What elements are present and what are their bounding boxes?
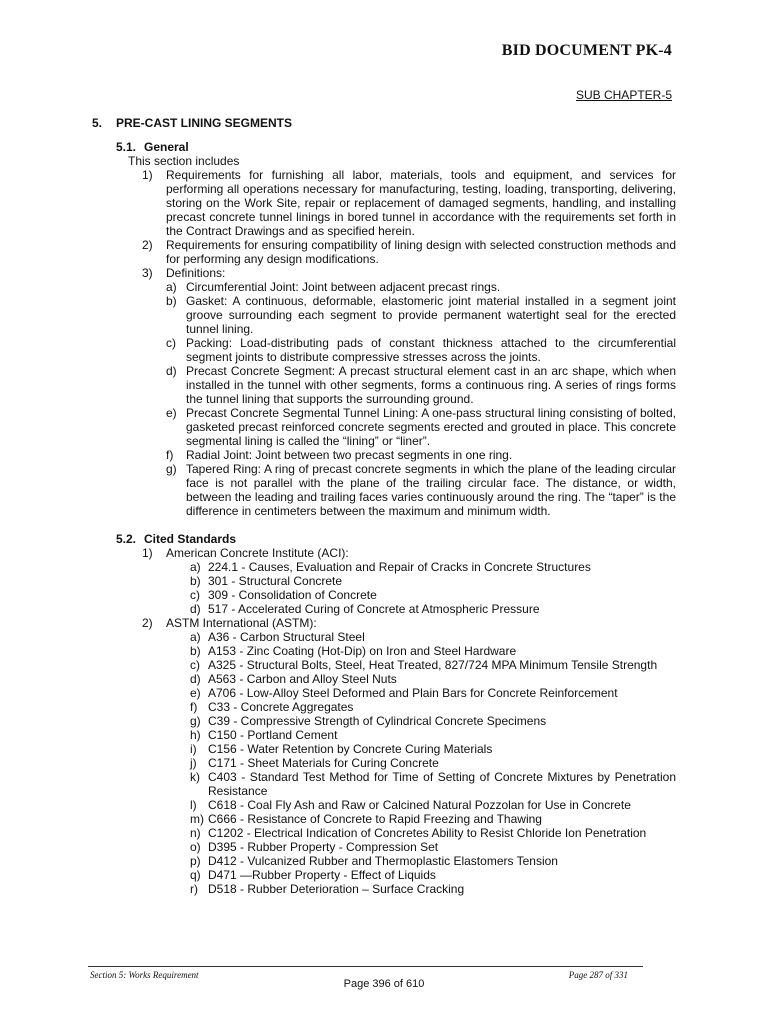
section-heading xyxy=(92,116,676,130)
list-marker: d) xyxy=(190,672,201,686)
definition-text: Packing: Load-distributing pads of constant thickness attached to the circumferential segment joints to distribute compressive stresses across the joints. xyxy=(186,336,676,364)
list-marker: d) xyxy=(190,602,201,616)
standard-text: 301 - Structural Concrete xyxy=(208,574,343,588)
standard-text: A706 - Low-Alloy Steel Deformed and Plain Bars for Concrete Reinforcement xyxy=(208,686,618,700)
standard-item xyxy=(190,812,676,826)
definition-item xyxy=(166,406,676,448)
standard-text: C1202 - Electrical Indication of Concretes Ability to Resist Chloride Ion Penetration xyxy=(208,826,647,840)
standard-text: D518 - Rubber Deterioration – Surface Cracking xyxy=(208,882,465,896)
standard-item xyxy=(190,644,676,658)
list-marker: k) xyxy=(190,770,200,784)
standard-text: A36 - Carbon Structural Steel xyxy=(208,630,365,644)
standard-item xyxy=(190,700,676,714)
standards-group xyxy=(142,616,676,896)
list-marker: e) xyxy=(166,406,177,420)
list-marker: j) xyxy=(190,756,197,770)
standard-text: C403 - Standard Test Method for Time of Setting of Concrete Mixtures by Penetration Resistance xyxy=(208,770,676,798)
standard-item xyxy=(190,602,676,616)
list-marker: r) xyxy=(190,882,198,896)
standard-text: 517 - Accelerated Curing of Concrete at Atmospheric Pressure xyxy=(208,602,540,616)
standard-item xyxy=(190,630,676,644)
standard-item xyxy=(190,742,676,756)
standard-item xyxy=(190,588,676,602)
list-marker: c) xyxy=(190,588,200,602)
standard-text: D471 —Rubber Property - Effect of Liquids xyxy=(208,868,436,882)
list-marker: a) xyxy=(190,630,201,644)
standard-text: A153 - Zinc Coating (Hot-Dip) on Iron and Steel Hardware xyxy=(208,644,517,658)
standard-item xyxy=(190,658,676,672)
list-item xyxy=(142,238,676,266)
definition-item xyxy=(166,364,676,406)
section-intro: This section includes xyxy=(128,154,240,168)
definitions-list xyxy=(166,280,676,518)
definition-item xyxy=(166,462,676,518)
document-title: BID DOCUMENT PK-4 xyxy=(501,42,672,59)
list-marker: f) xyxy=(166,448,174,462)
standard-item xyxy=(190,714,676,728)
document-body xyxy=(92,116,676,896)
standard-text: C666 - Resistance of Concrete to Rapid Freezing and Thawing xyxy=(208,812,542,826)
standard-item xyxy=(190,770,676,798)
list-marker: f) xyxy=(190,700,198,714)
definition-item xyxy=(166,336,676,364)
footer-page-number: Page 396 of 610 xyxy=(343,978,425,990)
standards-group-title: ASTM International (ASTM): xyxy=(166,616,317,630)
list-marker: b) xyxy=(190,644,201,658)
list-marker: c) xyxy=(166,336,176,350)
definition-item xyxy=(166,280,676,294)
aci-standards-list xyxy=(166,560,676,616)
list-marker: i) xyxy=(190,742,197,756)
standard-text: D395 - Rubber Property - Compression Set xyxy=(208,840,439,854)
standard-text: C39 - Compressive Strength of Cylindrical Concrete Specimens xyxy=(208,714,547,728)
list-item xyxy=(142,266,676,518)
standards-group xyxy=(142,546,676,616)
standard-text: 224.1 - Causes, Evaluation and Repair of Cracks in Concrete Structures xyxy=(208,560,591,574)
footer-section-label: Section 5: Works Requirement xyxy=(90,970,199,980)
list-marker: m) xyxy=(190,812,204,826)
section-title: PRE-CAST LINING SEGMENTS xyxy=(116,116,293,130)
standard-text: A563 - Carbon and Alloy Steel Nuts xyxy=(208,672,397,686)
standard-text: C150 - Portland Cement xyxy=(208,728,338,742)
standard-text: C618 - Coal Fly Ash and Raw or Calcined Natural Pozzolan for Use in Concrete xyxy=(208,798,631,812)
standard-item xyxy=(190,574,676,588)
list-marker: g) xyxy=(166,462,177,476)
list-marker: h) xyxy=(190,728,201,742)
list-marker: c) xyxy=(190,658,200,672)
definition-text: Precast Concrete Segmental Tunnel Lining: A one-pass structural lining consisting of bolted, gasketed precast reinforced concrete segments erected and grouted in place. This concrete segmental lining is called the “lining” or “liner”. xyxy=(186,406,676,448)
list-marker: b) xyxy=(166,294,177,308)
section-number: 5. xyxy=(92,116,103,130)
list-marker: o) xyxy=(190,840,201,854)
subsection-heading-general xyxy=(92,140,676,154)
list-marker: e) xyxy=(190,686,201,700)
list-item-text: Requirements for ensuring compatibility of lining design with selected construction methods and for performing any design modifications. xyxy=(166,238,676,266)
standard-item xyxy=(190,756,676,770)
standards-group-title: American Concrete Institute (ACI): xyxy=(166,546,349,560)
subsection-number: 5.2. xyxy=(116,532,137,546)
list-marker: b) xyxy=(190,574,201,588)
list-marker: q) xyxy=(190,868,201,882)
standard-text: A325 - Structural Bolts, Steel, Heat Treated, 827/724 MPA Minimum Tensile Strength xyxy=(208,658,658,672)
subsection-heading-cited-standards xyxy=(92,532,676,546)
list-marker: a) xyxy=(190,560,201,574)
standard-item xyxy=(190,882,676,896)
list-marker: 1) xyxy=(142,168,153,182)
standard-text: D412 - Vulcanized Rubber and Thermoplastic Elastomers Tension xyxy=(208,854,558,868)
standard-text: C156 - Water Retention by Concrete Curing Materials xyxy=(208,742,493,756)
list-item-text: Definitions: xyxy=(166,266,226,280)
list-marker: 1) xyxy=(142,546,153,560)
standard-item xyxy=(190,840,676,854)
standard-item xyxy=(190,560,676,574)
standard-item xyxy=(190,868,676,882)
standard-item xyxy=(190,798,676,812)
footer-divider xyxy=(88,966,643,967)
standard-text: 309 - Consolidation of Concrete xyxy=(208,588,377,602)
list-marker: d) xyxy=(166,364,177,378)
general-list xyxy=(92,168,676,518)
list-marker: p) xyxy=(190,854,201,868)
sub-chapter-label: SUB CHAPTER-5 xyxy=(575,88,672,102)
list-item-text: Requirements for furnishing all labor, materials, tools and equipment, and services for performing all operations necessary for manufacturing, testing, loading, transporting, delivering, storing on the Work Site, repair or replacement of damaged segments, handling, and installing precast concrete tunnel linings in bored tunnel in accordance with the requirements set forth in the Contract Drawings and as specified herein. xyxy=(166,168,676,238)
list-item xyxy=(142,168,676,238)
list-marker: 3) xyxy=(142,266,153,280)
footer-section-page: Page 287 of 331 xyxy=(568,970,628,980)
standard-item xyxy=(190,686,676,700)
subsection-number: 5.1. xyxy=(116,140,137,154)
subsection-title: General xyxy=(144,140,189,154)
cited-standards-list xyxy=(92,546,676,896)
list-marker: n) xyxy=(190,826,201,840)
standard-item xyxy=(190,854,676,868)
standard-text: C171 - Sheet Materials for Curing Concrete xyxy=(208,756,439,770)
list-marker: 2) xyxy=(142,616,153,630)
definition-item xyxy=(166,448,676,462)
definition-text: Circumferential Joint: Joint between adjacent precast rings. xyxy=(186,280,501,294)
definition-text: Gasket: A continuous, deformable, elastomeric joint material installed in a segment joint groove surrounding each segment to provide permanent watertight seal for the erected tunnel lining. xyxy=(186,294,676,336)
list-marker: g) xyxy=(190,714,201,728)
list-marker: 2) xyxy=(142,238,153,252)
list-marker: l) xyxy=(190,798,197,812)
standard-item xyxy=(190,826,676,840)
definition-text: Tapered Ring: A ring of precast concrete segments in which the plane of the leading circular face is not parallel with the plane of the trailing circular face. The distance, or width, between the leading and trailing faces varies continuously around the ring. The “taper” is the difference in centimeters between the maximum and minimum width. xyxy=(186,462,676,518)
astm-standards-list xyxy=(166,630,676,896)
subsection-title: Cited Standards xyxy=(144,532,237,546)
standard-item xyxy=(190,728,676,742)
definition-item xyxy=(166,294,676,336)
standard-item xyxy=(190,672,676,686)
standard-text: C33 - Concrete Aggregates xyxy=(208,700,354,714)
definition-text: Radial Joint: Joint between two precast segments in one ring. xyxy=(186,448,513,462)
list-marker: a) xyxy=(166,280,177,294)
definition-text: Precast Concrete Segment: A precast structural element cast in an arc shape, which when installed in the tunnel with other segments, forms a continuous ring. A series of rings forms the tunnel lining that supports the surrounding ground. xyxy=(186,364,676,406)
